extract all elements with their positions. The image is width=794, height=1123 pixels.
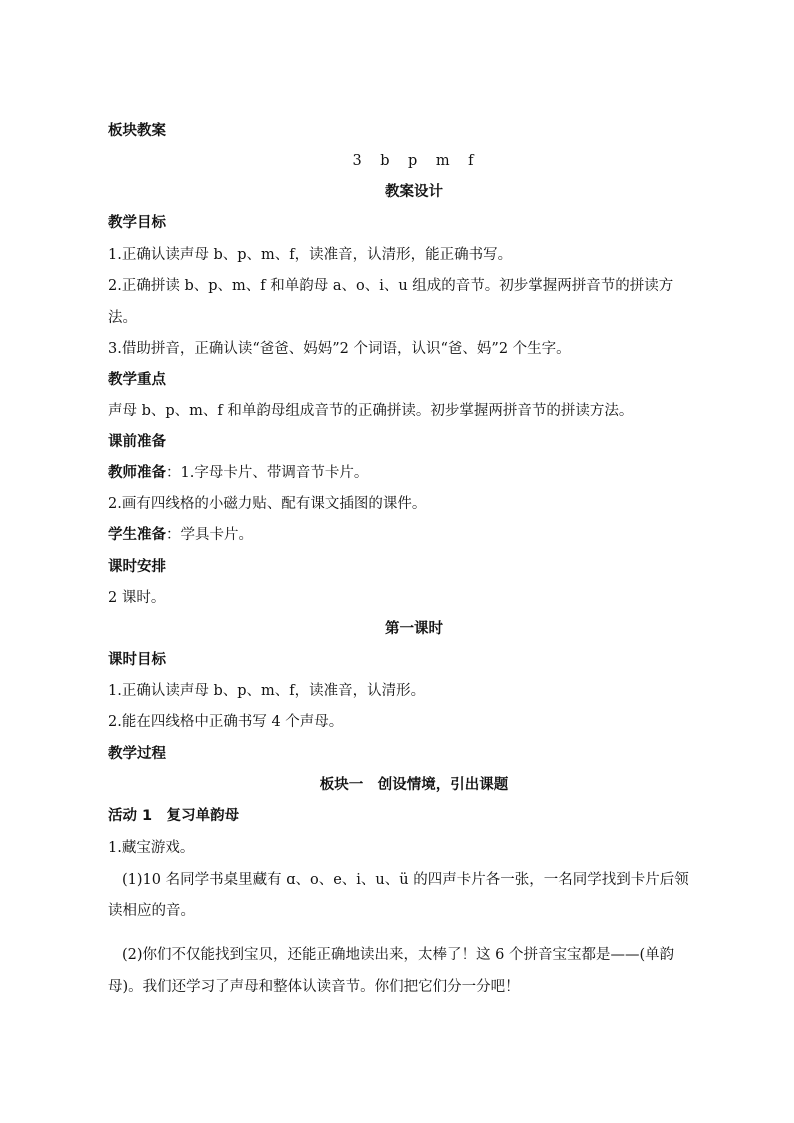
activity-paragraph-line: 母)。我们还学习了声母和整体认读音节。你们把它们分一分吧！ [108, 979, 520, 995]
student-prep-label: 学生准备 [108, 527, 166, 543]
teacher-prep-text: ：1.字母卡片、带调音节卡片。 [166, 465, 369, 481]
key-points-text: 声母 b、p、m、f 和单韵母组成音节的正确拼读。初步掌握两拼音节的拼读方法。 [108, 403, 634, 419]
objective-item: 1.正确认读声母 b、p、m、f，读准音，认清形，能正确书写。 [108, 247, 513, 263]
student-preparation [108, 525, 720, 545]
teacher-preparation [108, 463, 720, 483]
lesson-goal-item: 2.能在四线格中正确书写 4 个声母。 [108, 714, 344, 730]
teacher-prep-label: 教师准备 [108, 465, 166, 481]
first-lesson-title: 第一课时 [385, 621, 443, 637]
objective-item-continued: 法。 [108, 310, 137, 326]
schedule-text: 2 课时。 [108, 590, 166, 606]
activity-paragraph-line: (1)10 名同学书桌里藏有 ɑ、o、e、i、u、ü 的四声卡片各一张，一名同学找到卡片后领 [122, 872, 689, 888]
activity-step: 1.藏宝游戏。 [108, 840, 195, 856]
objective-item: 3.借助拼音，正确认读“爸爸、妈妈”2 个词语，认识“爸、妈”2 个生字。 [108, 341, 571, 357]
lesson-goal-item: 1.正确认读声母 b、p、m、f，读准音，认清形。 [108, 683, 426, 699]
lesson-title: 3 b p m f [352, 153, 476, 169]
student-prep-text: ：学具卡片。 [166, 527, 253, 543]
objectives-heading: 教学目标 [108, 215, 166, 231]
activity-title: 活动 1 复习单韵母 [108, 808, 240, 824]
key-points-heading: 教学重点 [108, 372, 166, 388]
process-heading: 教学过程 [108, 746, 166, 762]
activity-paragraph-line: (2)你们不仅能找到宝贝，还能正确地读出来，太棒了！这 6 个拼音宝宝都是——(单韵 [122, 947, 675, 963]
activity-paragraph-line: 读相应的音。 [108, 903, 195, 919]
schedule-heading: 课时安排 [108, 559, 166, 575]
objective-item: 2.正确拼读 b、p、m、f 和单韵母 a、o、i、u 组成的音节。初步掌握两拼音节的拼读方 [108, 278, 674, 294]
preparation-heading: 课前准备 [108, 434, 166, 450]
design-title: 教案设计 [385, 184, 443, 200]
lesson-goals-heading: 课时目标 [108, 652, 166, 668]
document-header: 板块教案 [108, 123, 166, 139]
section-title: 板块一 创设情境，引出课题 [319, 777, 509, 793]
teacher-prep-item: 2.画有四线格的小磁力贴、配有课文插图的课件。 [108, 496, 427, 512]
